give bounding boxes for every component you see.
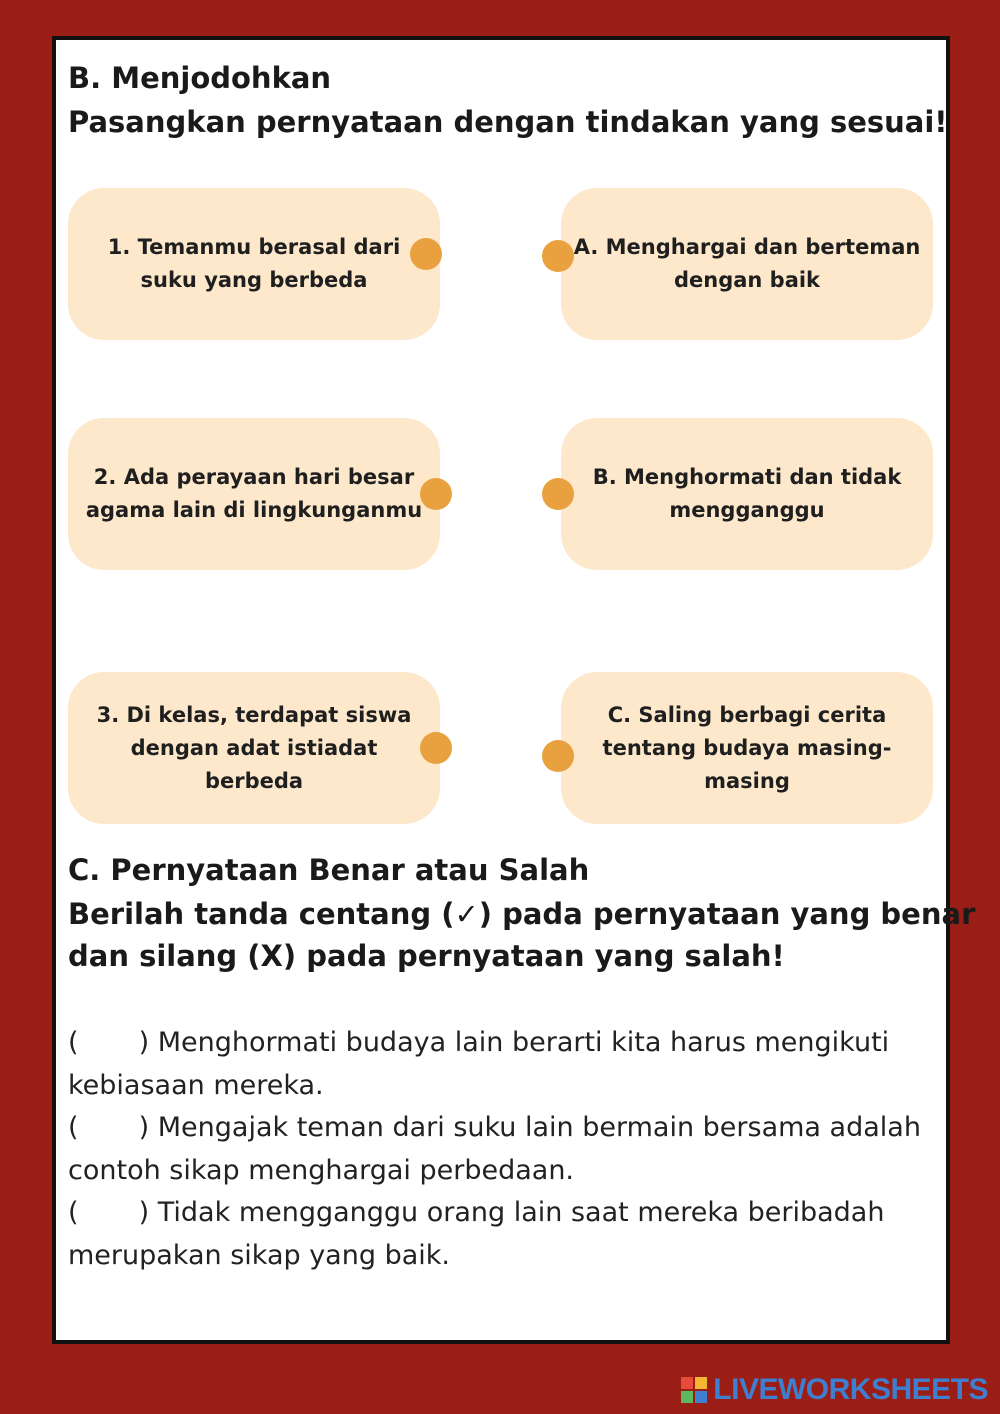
match-left-item-3: 3. Di kelas, terdapat siswa dengan adat istiadat berbeda — [68, 672, 440, 824]
match-right-connector-c[interactable] — [542, 740, 574, 772]
answer-box-1[interactable]: ( ) — [68, 1027, 150, 1058]
section-c-instruction-line-2: dan silang (X) pada pernyataan yang salah! — [68, 939, 785, 973]
section-b-heading: B. Menjodohkan — [68, 61, 332, 95]
match-left-connector-2[interactable] — [420, 478, 452, 510]
answer-box-3[interactable]: ( ) — [68, 1197, 150, 1228]
match-right-connector-a[interactable] — [542, 240, 574, 272]
liveworksheets-logo-icon — [681, 1377, 707, 1403]
liveworksheets-brand-text: LIVEWORKSHEETS — [713, 1373, 988, 1406]
section-c-heading: C. Pernyataan Benar atau Salah — [68, 853, 590, 887]
answer-box-2[interactable]: ( ) — [68, 1112, 150, 1143]
match-left-item-2: 2. Ada perayaan hari besar agama lain di lingkunganmu — [68, 418, 440, 570]
match-right-item-b: B. Menghormati dan tidak mengganggu — [561, 418, 933, 570]
statement-2-text: Mengajak teman dari suku lain bermain bersama adalah contoh sikap menghargai perbedaan. — [68, 1112, 921, 1186]
statement-3 — [68, 1191, 938, 1277]
worksheet-page — [52, 36, 976, 1344]
statement-2 — [68, 1106, 938, 1192]
match-left-item-1: 1. Temanmu berasal dari suku yang berbeda — [68, 188, 440, 340]
section-c-instruction-line-1: Berilah tanda centang (✓) pada pernyataan yang benar — [68, 897, 976, 931]
match-right-item-a: A. Menghargai dan berteman dengan baik — [561, 188, 933, 340]
statement-1-text: Menghormati budaya lain berarti kita harus mengikuti kebiasaan mereka. — [68, 1027, 890, 1101]
statement-1 — [68, 1021, 938, 1107]
match-right-connector-b[interactable] — [542, 478, 574, 510]
statement-3-text: Tidak mengganggu orang lain saat mereka beribadah merupakan sikap yang baik. — [68, 1197, 885, 1271]
liveworksheets-logo[interactable] — [681, 1373, 988, 1407]
match-right-item-c: C. Saling berbagi cerita tentang budaya masing-masing — [561, 672, 933, 824]
section-b-instruction: Pasangkan pernyataan dengan tindakan yang sesuai! — [68, 105, 948, 139]
match-left-connector-3[interactable] — [420, 732, 452, 764]
match-left-connector-1[interactable] — [410, 238, 442, 270]
